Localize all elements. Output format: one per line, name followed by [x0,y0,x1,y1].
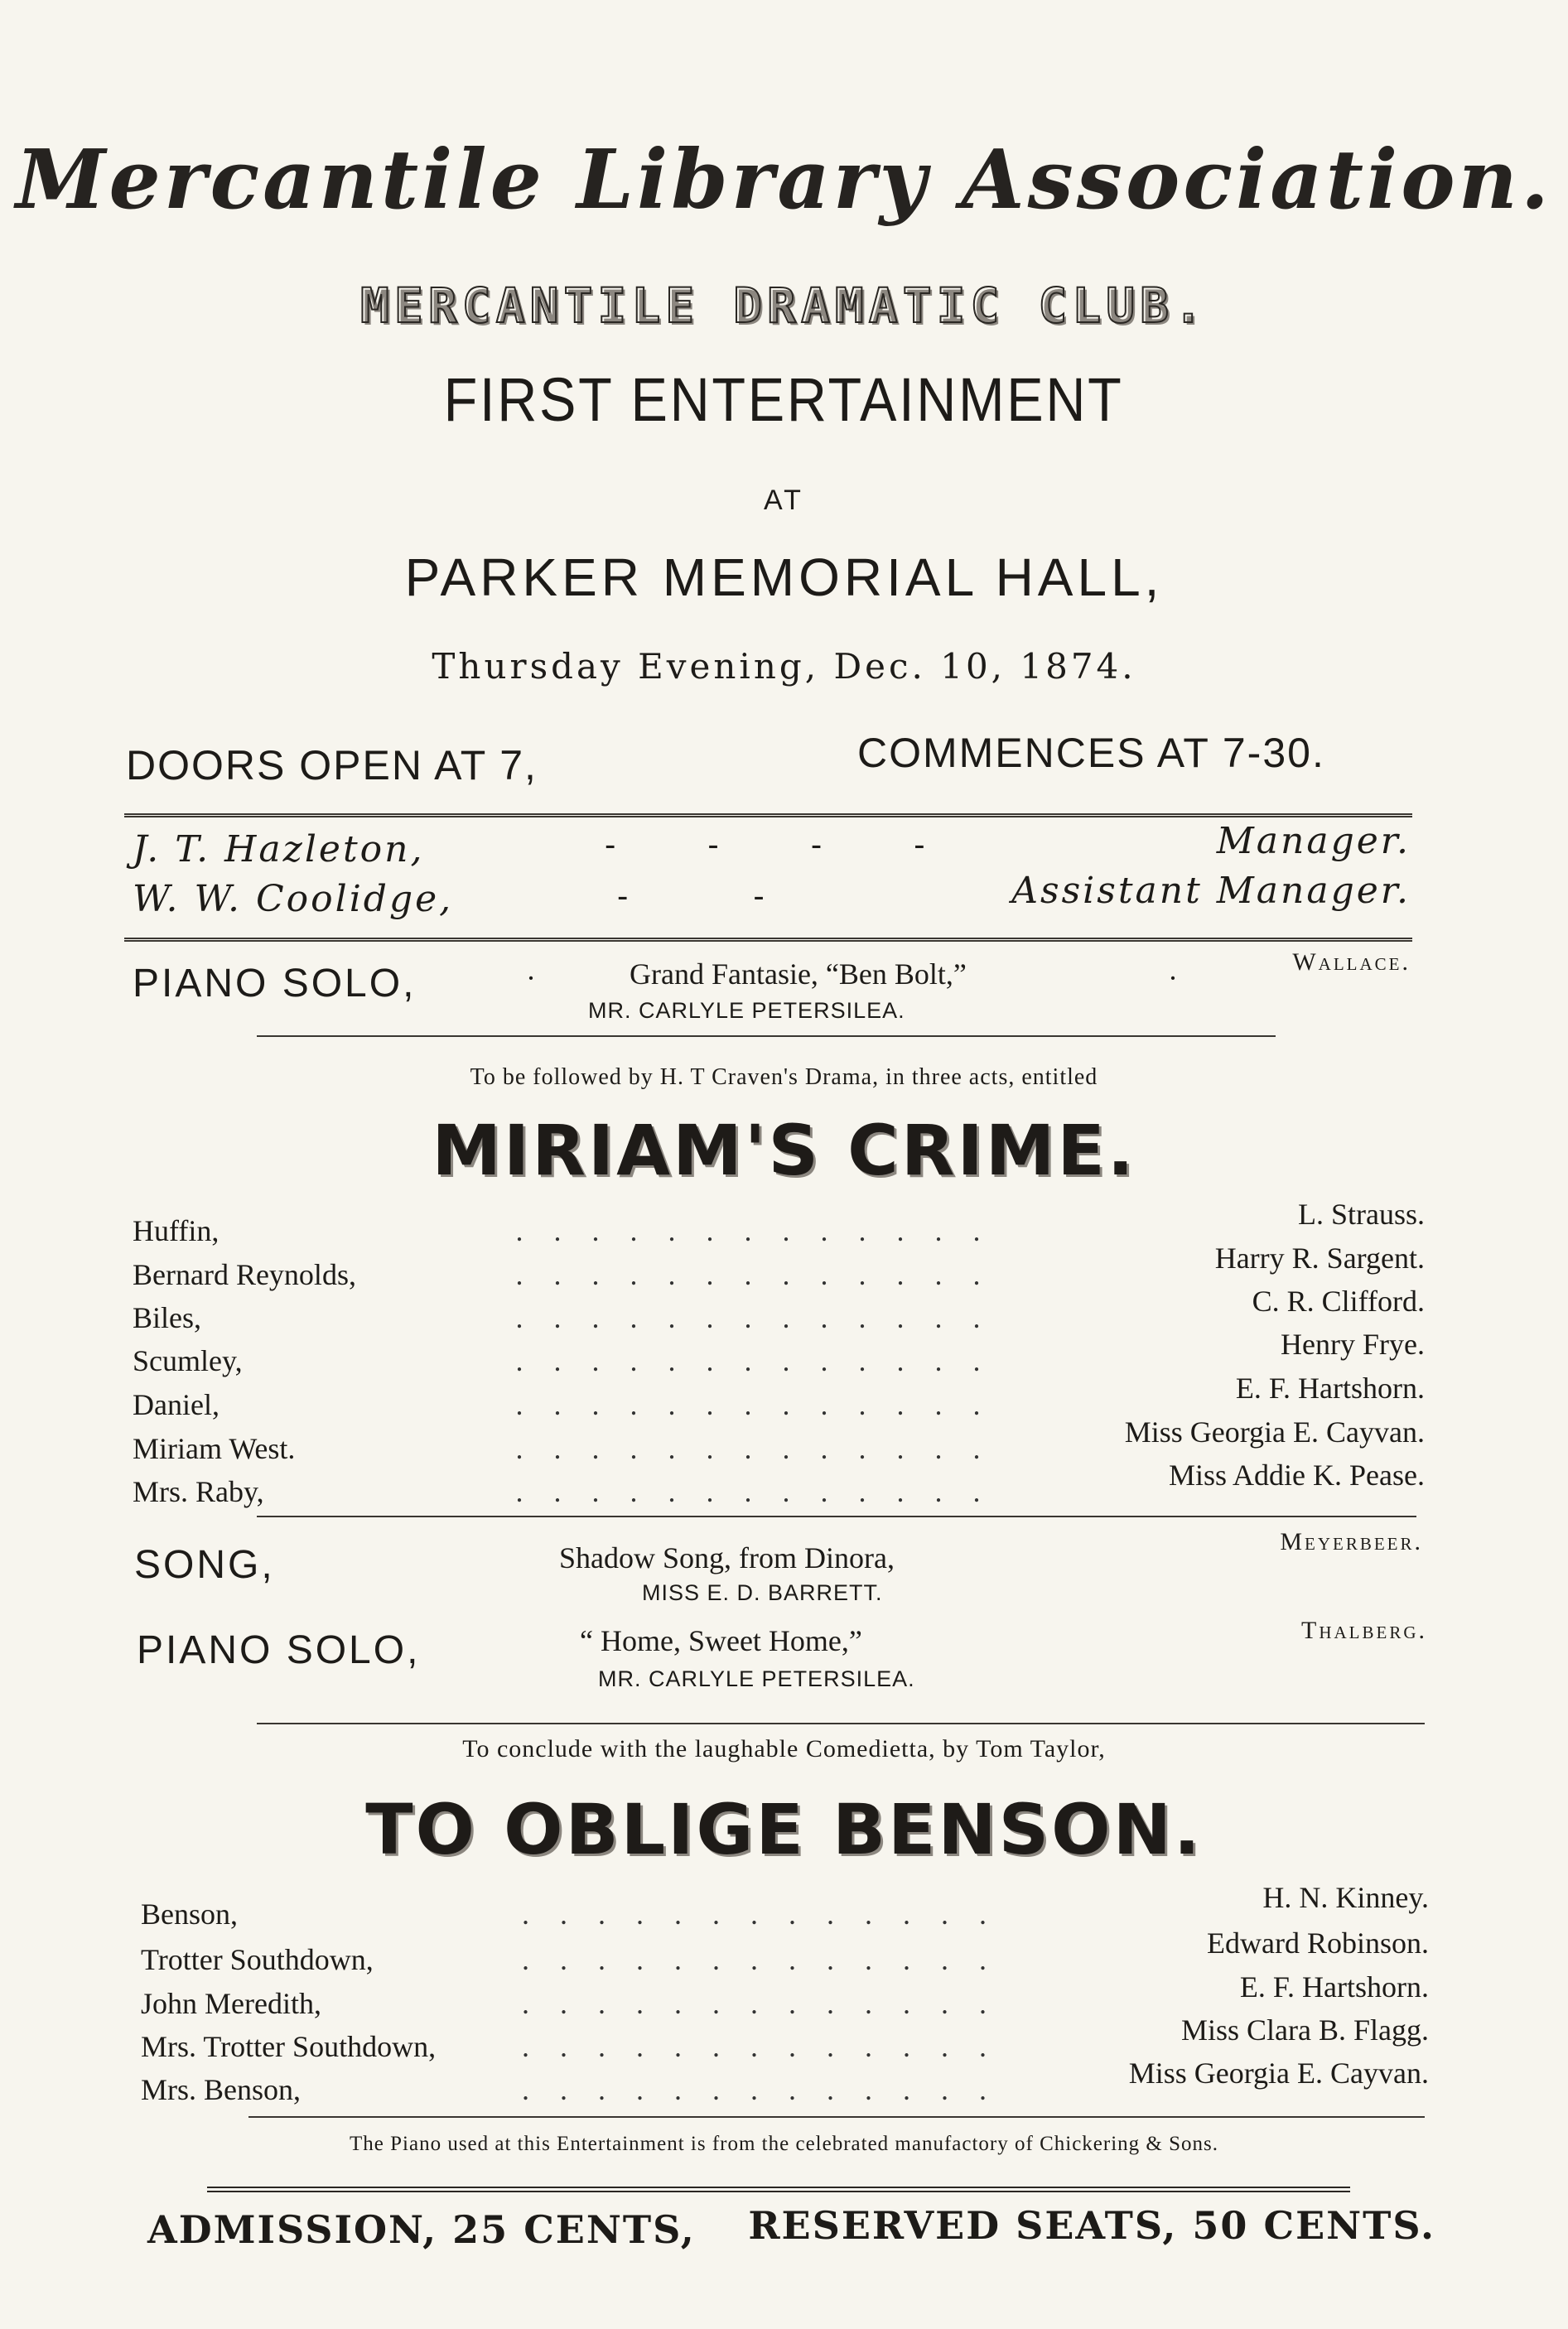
club-name: MERCANTILE DRAMATIC CLUB. [360,277,1208,334]
association-heading: Mercantile Library Association. [16,133,1552,228]
divider [257,1723,1425,1724]
cast-role: Huffin, [133,1214,220,1247]
admission-price: ADMISSION, 25 CENTS, [147,2207,696,2252]
cast-role: Miriam West. [133,1432,296,1465]
cast-role: Mrs. Trotter Southdown, [141,2030,437,2063]
cast-row [133,1285,1425,1342]
cast-role: Bernard Reynolds, [133,1258,356,1291]
cast-role: Scumley, [133,1344,243,1377]
leader-dots: . . . . . . . . . . . . . [515,1214,992,1247]
song-label: SONG, [134,1543,275,1587]
song-composer: Meyerbeer. [1280,1528,1423,1555]
leader-dots: . . . . . . . . . . . . . [515,1388,992,1421]
reserved-seats-price: RESERVED SEATS, 50 CENTS. [748,2203,1435,2248]
cast-actor: Edward Robinson. [1207,1926,1429,1960]
leader-dots: . . . . . . . . . . . . . [522,1897,998,1931]
divider [124,938,1412,942]
song-performer: MISS E. D. BARRETT. [642,1580,883,1605]
cast-row [133,1242,1425,1299]
cast-actor: Miss Georgia E. Cayvan. [1128,2057,1429,2090]
comedietta-title: TO OBLIGE BENSON. [365,1789,1203,1870]
cast-actor: Miss Addie K. Pease. [1169,1459,1425,1492]
cast-actor: C. R. Clifford. [1252,1285,1425,1318]
cast-row [141,1926,1429,1984]
manager-dashes: - - - - [605,827,967,863]
divider [257,1516,1416,1517]
piano-solo-performer: MR. CARLYLE PETERSILEA. [588,998,905,1023]
piano-solo-2-label: PIANO SOLO, [137,1628,421,1672]
cast-actor: E. F. Hartshorn. [1239,1970,1429,2004]
leader-dots: . . . . . . . . . . . . . [522,2073,998,2106]
cast-actor: E. F. Hartshorn. [1235,1372,1425,1405]
song-piece: Shadow Song, from Dinora, [559,1541,895,1574]
comedietta-intro: To conclude with the laughable Comedietta, by Tom Taylor, [462,1735,1106,1762]
cast-role: Mrs. Benson, [141,2073,302,2106]
separator-dot: · [1168,962,1178,995]
cast-row [133,1459,1425,1516]
cast-role: Daniel, [133,1388,220,1421]
piano-note: The Piano used at this Entertainment is from the celebrated manufactory of Chickering & Sons. [350,2133,1218,2155]
cast-actor: Miss Georgia E. Cayvan. [1124,1415,1425,1449]
cast-actor: Miss Clara B. Flagg. [1180,2013,1429,2047]
piano-solo-2-performer: MR. CARLYLE PETERSILEA. [598,1666,915,1691]
divider [207,2187,1350,2192]
venue-name: PARKER MEMORIAL HALL, [404,547,1164,607]
cast-row [141,2057,1429,2114]
leader-dots: . . . . . . . . . . . . . [522,2030,998,2063]
piano-solo-label: PIANO SOLO, [133,962,417,1005]
cast-role: Trotter Southdown, [141,1943,374,1976]
leader-dots: . . . . . . . . . . . . . [515,1432,992,1465]
piano-solo-composer: Wallace. [1292,948,1411,976]
cast-role: John Meredith, [141,1987,321,2020]
assistant-manager-dashes: - - [617,878,823,914]
doors-open: DOORS OPEN AT 7, [126,742,538,788]
cast-role: Mrs. Raby, [133,1475,264,1508]
separator-dot: · [526,962,536,995]
piano-solo-piece: Grand Fantasie, “Ben Bolt,” [630,957,967,991]
leader-dots: . . . . . . . . . . . . . [515,1475,992,1508]
manager-name: J. T. Hazleton, [133,828,425,870]
drama-intro: To be followed by H. T Craven's Drama, in three acts, entitled [470,1064,1098,1090]
leader-dots: . . . . . . . . . . . . . [515,1258,992,1291]
drama-title: MIRIAM'S CRIME. [432,1110,1136,1191]
assistant-manager-name: W. W. Coolidge, [133,878,454,920]
cast-row [133,1328,1425,1385]
cast-actor: H. N. Kinney. [1262,1881,1429,1914]
cast-role: Biles, [133,1301,202,1334]
event-date: Thursday Evening, Dec. 10, 1874. [432,646,1136,687]
commences-time: COMMENCES AT 7-30. [857,730,1325,776]
manager-role: Manager. [1216,820,1411,862]
event-title-wrap [0,364,1568,435]
divider [248,2116,1425,2118]
piano-solo-2-composer: Thalberg. [1301,1617,1427,1644]
cast-actor: Harry R. Sargent. [1214,1242,1425,1275]
event-title: FIRST ENTERTAINMENT [444,365,1124,434]
cast-actor: Henry Frye. [1281,1328,1425,1361]
cast-role: Benson, [141,1897,238,1931]
cast-actor: L. Strauss. [1298,1198,1425,1231]
leader-dots: . . . . . . . . . . . . . [515,1344,992,1377]
at-label: AT [764,485,804,516]
assistant-manager-role: Assistant Manager. [1011,870,1411,912]
piano-solo-2-piece: “ Home, Sweet Home,” [580,1624,862,1657]
divider [257,1035,1276,1037]
leader-dots: . . . . . . . . . . . . . [515,1301,992,1334]
divider [124,813,1412,817]
leader-dots: . . . . . . . . . . . . . [522,1943,998,1976]
leader-dots: . . . . . . . . . . . . . [522,1987,998,2020]
